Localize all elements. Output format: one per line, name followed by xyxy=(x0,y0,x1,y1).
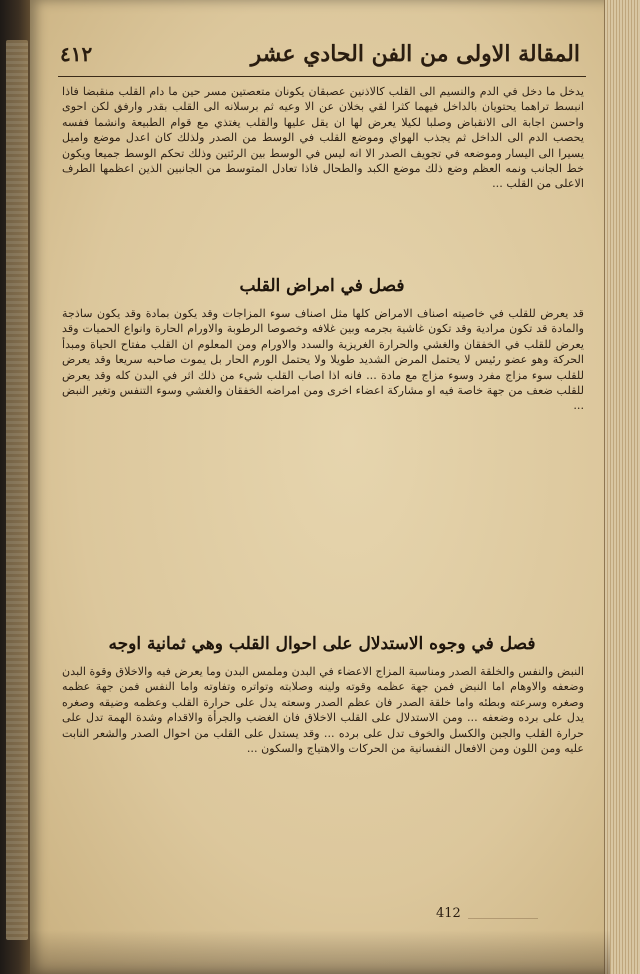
paragraph-diseases: قد يعرض للقلب في خاصيته اصناف الامراض كلها مثل اصناف سوء المزاجات وقد يكون بمادة وقد يكون ساذجة والمادة قد تكون مرادية وقد تكون غاشية بجرمه وبين غلافه وخصوصا الرطوبة والاورام الحارة وانواع الحميات وقد يعرض للقلب في الخفقان والغشي والحرارة الغريزية والسدد والاورام ومن المعلوم ان القلب مفتاح الحياة ومبدأ الحركة وهو عضو رئيس لا يحتمل المرض الشديد طويلا ولا يحتمل الورم الحار بل يموت صاحبه سريعا وقد يعرض للقلب سوء مزاج مفرد وسوء مزاج مع مادة ... فانه اذا اصاب القلب شيء من ذلك اثر في البدن كله وقد يعرض للقلب ضعف من جهة خاصة فيه او مشاركة اعضاء اخرى ومن امراضه الخفقان والغشي وسوء التنفس وتغير النبض ... xyxy=(62,307,584,413)
header-page-number: ٤١٢ xyxy=(60,42,93,66)
running-header xyxy=(60,36,580,72)
page-bottom-shadow xyxy=(30,930,610,974)
running-title: المقالة الاولى من الفن الحادي عشر xyxy=(250,41,580,67)
page-fore-edge xyxy=(604,0,640,974)
footer-page-number: 412 xyxy=(436,906,461,921)
signature-mark xyxy=(468,910,538,919)
section-heading-diseases: فصل في امراض القلب xyxy=(239,276,405,296)
paragraph-intro: يدخل ما دخل في الدم والنسيم الى القلب كالاذنين عصبقان يكونان متعصتين مسر حين ما دام القلب منقبضا فاذا انبسط تراهما يحتويان بالداخل فيهما كثرا لقي بخلان عن الا وعيه ثم برسلانه الى القلب بقدر وارفق لكن احوى واحسن اجابة الى الانقباض وصلبا لكيلا يعرض لها ان يقل عليها والقلب يغتذي مع قوام الطبيعة وانشما ففسه يحصب الدم الى الداخل ثم يجذب الهواي وموضع القلب في الوسط من الصدر ولذلك كان اعدل موضع واميل يسيرا الى اليسار وموضعه في تجويف الصدر الا انه ليس في الوسط بين الرئتين وذلك تحكم الوسط جميعا ويكون خط الجانب ونمه العظم وضع ذلك موضع الكبد والطحال فاذا تعادل المتوسط من الجانبين الذين اعظمها الطرف الاعلى من القلب ... xyxy=(62,85,584,191)
header-rule xyxy=(58,76,586,77)
previous-page-edge xyxy=(6,40,28,940)
section-heading-indicators: فصل في وجوه الاستدلال على احوال القلب وهي ثمانية اوجه xyxy=(108,634,536,654)
paragraph-indicators: النبض والنفس والخلقة الصدر ومناسبة المزاج الاعضاء في البدن وملمس البدن وما يعرض فيه والاخلاق وقوة البدن وضعفه والاوهام اما النبض فمن جهة عظمه وقوته ولينه وصلابته وتواتره وتفاوته واما النفس فمن جهة عظمه وصغره وسرعته وبطئه واما خلقة الصدر فان عظم الصدر وسعته يدل على حرارة القلب وعظمه وضيقه وصغره يدل على برده وضعفه ... ومن الاستدلال على القلب الاخلاق فان الغضب والجرأة والاقدام وشدة الهمة تدل على حرارة القلب والجبن والكسل والخوف تدل على برده ... وقد يستدل على القلب من احوال الصدر والشعر النابت عليه ومن اللون ومن الافعال النفسانية من الحركات والاهتياج والسكون ... xyxy=(62,665,584,756)
